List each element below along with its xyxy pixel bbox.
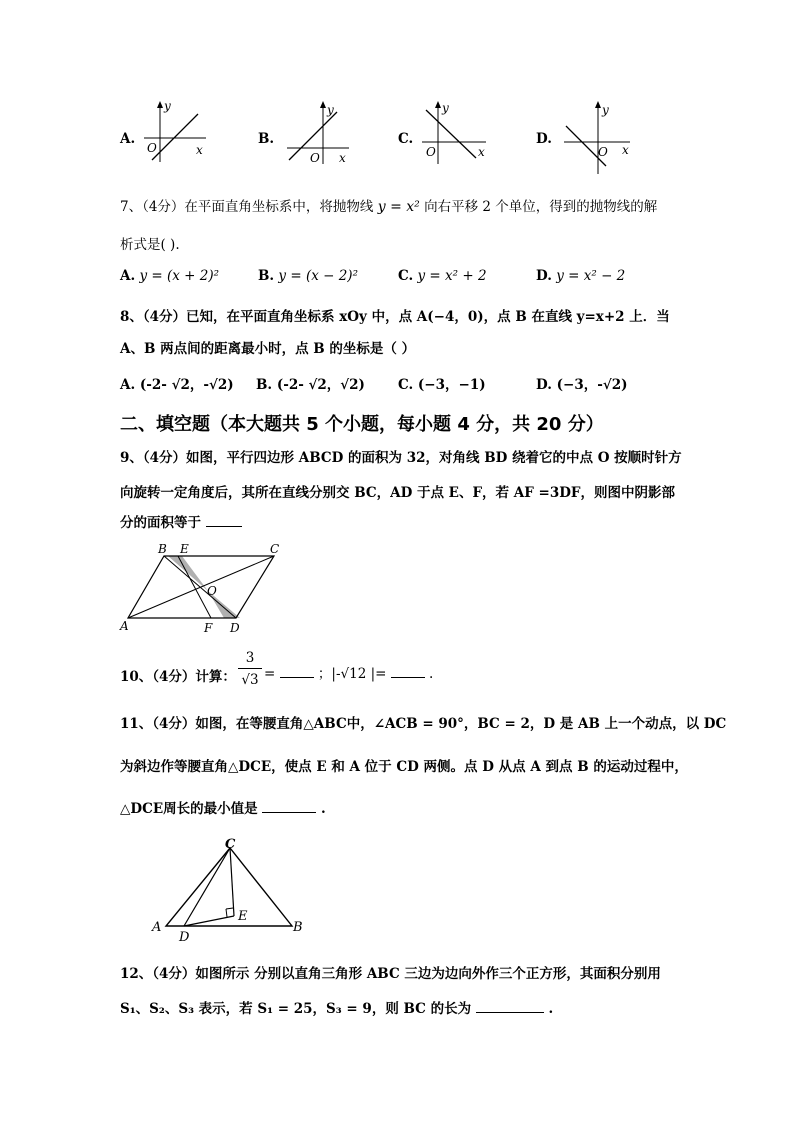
q6-c-x: x <box>478 145 485 159</box>
q10-mid: ；|-√12 |= <box>317 666 387 682</box>
q7-line1: 7、（4分）在平面直角坐标系中，将抛物线 <box>120 199 374 215</box>
q7-option-c: y = x² + 2 <box>417 268 487 284</box>
q10-end: . <box>429 666 434 682</box>
q8-option-a: (-2- √2，-√2) <box>139 377 234 393</box>
q11-answer-blank <box>262 812 316 813</box>
q11-line1: 11、（4分）如图，在等腰直角△ABC中，∠ACB = 90°，BC = 2，D 是 AB 上一个动点，以 DC <box>120 716 727 732</box>
q10-answer-blank-2 <box>391 677 425 678</box>
q9-fig-f: F <box>204 621 213 635</box>
q11-triangle-figure <box>148 836 308 944</box>
q12-line2-end: . <box>548 1001 554 1017</box>
q9-fig-b: B <box>158 542 167 556</box>
q6-graph-c <box>418 100 490 168</box>
q8-option-d: (−3，-√2) <box>556 377 628 393</box>
q6-d-x: x <box>622 143 629 157</box>
q7-option-d: y = x² − 2 <box>556 268 626 284</box>
section-title: 二、填空题（本大题共 5 个小题，每小题 4 分，共 20 分） <box>120 414 604 435</box>
q7-line2: 析式是( ). <box>120 237 180 253</box>
q6-c-o: O <box>426 145 436 159</box>
q9-fig-c: C <box>270 542 280 556</box>
q10-numerator: 3 <box>245 650 255 666</box>
q7-option-b: y = (x − 2)² <box>278 268 358 284</box>
q9-answer-blank <box>206 526 242 527</box>
q10-equals: = <box>264 666 276 682</box>
q6-a-o: O <box>147 141 157 155</box>
q6-b-o: O <box>310 151 320 165</box>
q6-b-y: y <box>327 103 334 117</box>
q7-option-a: y = (x + 2)² <box>139 268 220 284</box>
q6-b-x: x <box>339 151 346 165</box>
q11-fig-d: D <box>179 930 190 944</box>
q6-graph-b <box>283 100 353 168</box>
q9-fig-d: D <box>230 621 240 635</box>
q12-line1: 12、（4分）如图所示 分别以直角三角形 ABC 三边为边向外作三个正方形，其面积分别用 <box>120 966 661 982</box>
q8-option-b-label: B. <box>256 377 273 393</box>
q11-fig-e: E <box>238 909 248 924</box>
q9-line1: 9、（4分）如图，平行四边形 ABCD 的面积为 32，对角线 BD 绕着它的中点 O 按顺时针方 <box>120 450 682 466</box>
q7-option-d-label: D. <box>536 268 552 284</box>
q9-fig-a: A <box>120 619 129 633</box>
q6-option-d-label: D. <box>536 131 552 147</box>
q6-a-y: y <box>164 100 171 113</box>
q9-fig-o: O <box>207 584 217 598</box>
q10-denominator: √3 <box>241 672 259 688</box>
q7-line1b: 向右平移 2 个单位，得到的抛物线的解 <box>424 199 658 215</box>
q11-fig-b: B <box>293 920 303 935</box>
q6-d-o: O <box>598 145 608 159</box>
q8-line1: 8、（4分）已知，在平面直角坐标系 xOy 中，点 A(−4，0)，点 B 在直线 y=x+2 上．当 <box>120 309 670 325</box>
q7-expr: y = x² <box>377 199 420 215</box>
q6-graph-d <box>560 100 636 178</box>
q11-line3-end: . <box>321 801 326 817</box>
q9-fig-e: E <box>180 542 189 556</box>
q9-line3: 分的面积等于 <box>120 515 201 531</box>
q6-d-y: y <box>602 103 609 117</box>
q6-c-y: y <box>442 101 449 115</box>
q6-graph-a <box>140 100 210 168</box>
q6-option-b-label: B. <box>258 131 275 147</box>
q8-line2: A、B 两点间的距离最小时，点 B 的坐标是（ ） <box>120 341 416 357</box>
q10-answer-blank-1 <box>280 677 314 678</box>
q7-option-c-label: C. <box>398 268 414 284</box>
q12-answer-blank <box>476 1012 544 1013</box>
q11-line2: 为斜边作等腰直角△DCE，使点 E 和 A 位于 CD 两侧。点 D 从点 A 到点 B 的运动过程中， <box>120 759 688 775</box>
q6-a-x: x <box>196 143 203 157</box>
q12-line2: S₁、S₂、S₃ 表示，若 S₁ = 25，S₃ = 9，则 BC 的长为 <box>120 1001 472 1017</box>
q10-prefix: 10、（4分）计算： <box>120 669 236 685</box>
q8-option-c-label: C. <box>398 377 414 393</box>
q7-option-a-label: A. <box>120 268 136 284</box>
q8-option-c: (−3，−1) <box>417 377 486 393</box>
q11-line3: △DCE周长的最小值是 <box>120 801 258 817</box>
q8-option-d-label: D. <box>536 377 552 393</box>
q6-option-c-label: C. <box>398 131 414 147</box>
q11-fig-c: C <box>225 837 236 852</box>
q9-parallelogram-figure <box>116 540 292 636</box>
q11-fig-a: A <box>152 920 162 935</box>
q7-option-b-label: B. <box>258 268 275 284</box>
q9-line2: 向旋转一定角度后，其所在直线分别交 BC，AD 于点 E、F，若 AF =3DF，则图中阴影部 <box>120 485 676 501</box>
q8-option-a-label: A. <box>120 377 136 393</box>
q6-option-a-label: A. <box>120 131 136 147</box>
q8-option-b: (-2- √2，√2) <box>276 377 365 393</box>
